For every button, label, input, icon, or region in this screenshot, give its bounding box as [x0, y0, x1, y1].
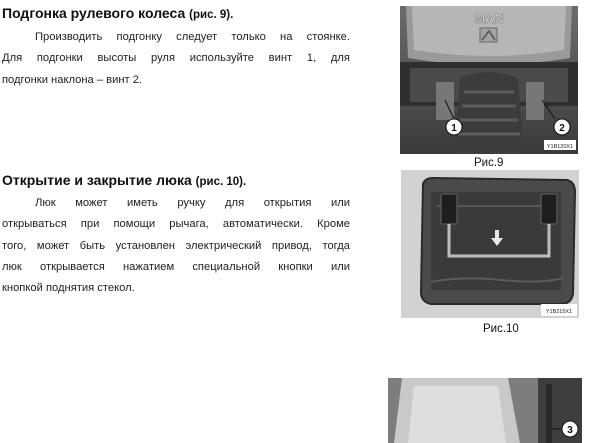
section-2-line: кнопкой поднятия стекол.: [2, 282, 135, 295]
section-2-line: люк открывается нажатием специальной кнопки или: [2, 260, 350, 273]
section-1-line: подгонки наклона – винт 2.: [2, 73, 143, 86]
callout-2: [554, 119, 570, 135]
section-2-line: открываться при помощи рычага, автоматически. Кроме: [2, 218, 350, 231]
figure-9-caption: Рис.9: [474, 157, 504, 169]
figure-9-image: [400, 6, 578, 154]
figure-10-code: Y1B215X1: [545, 309, 573, 315]
section-2-line: того, может быть установлен электрический привод, тогда: [2, 239, 350, 252]
callout-1-label: 1: [451, 123, 457, 134]
figure-11-image: [388, 378, 582, 443]
figure-10-image: [401, 170, 579, 318]
section-2-title: Открытие и закрытие люка: [2, 172, 192, 188]
section-2-paragraph: [2, 193, 350, 299]
section-1-title: Подгонка рулевого колеса: [2, 5, 186, 21]
section-2-ref: (рис. 10).: [195, 176, 247, 188]
section-1-ref: (рис. 9).: [189, 9, 234, 21]
man-logo-text: MAN: [474, 11, 504, 26]
section-1-line: Для подгонки высоты руля используйте винт 1, для: [2, 52, 350, 65]
figure-9-code: Y1B120X1: [546, 144, 574, 150]
section-2-heading: [2, 172, 246, 188]
section-1-paragraph: [2, 27, 350, 91]
callout-1: [446, 119, 462, 135]
callout-2-label: 2: [559, 123, 565, 134]
section-1-line: Производить подгонку следует только на стоянке.: [35, 31, 350, 43]
callout-3: [562, 421, 578, 437]
section-2-line: Люк может иметь ручку для открытия или: [35, 197, 350, 209]
callout-3-label: 3: [567, 425, 573, 436]
figure-10-caption: Рис.10: [483, 323, 519, 335]
section-1-heading: [2, 5, 233, 21]
